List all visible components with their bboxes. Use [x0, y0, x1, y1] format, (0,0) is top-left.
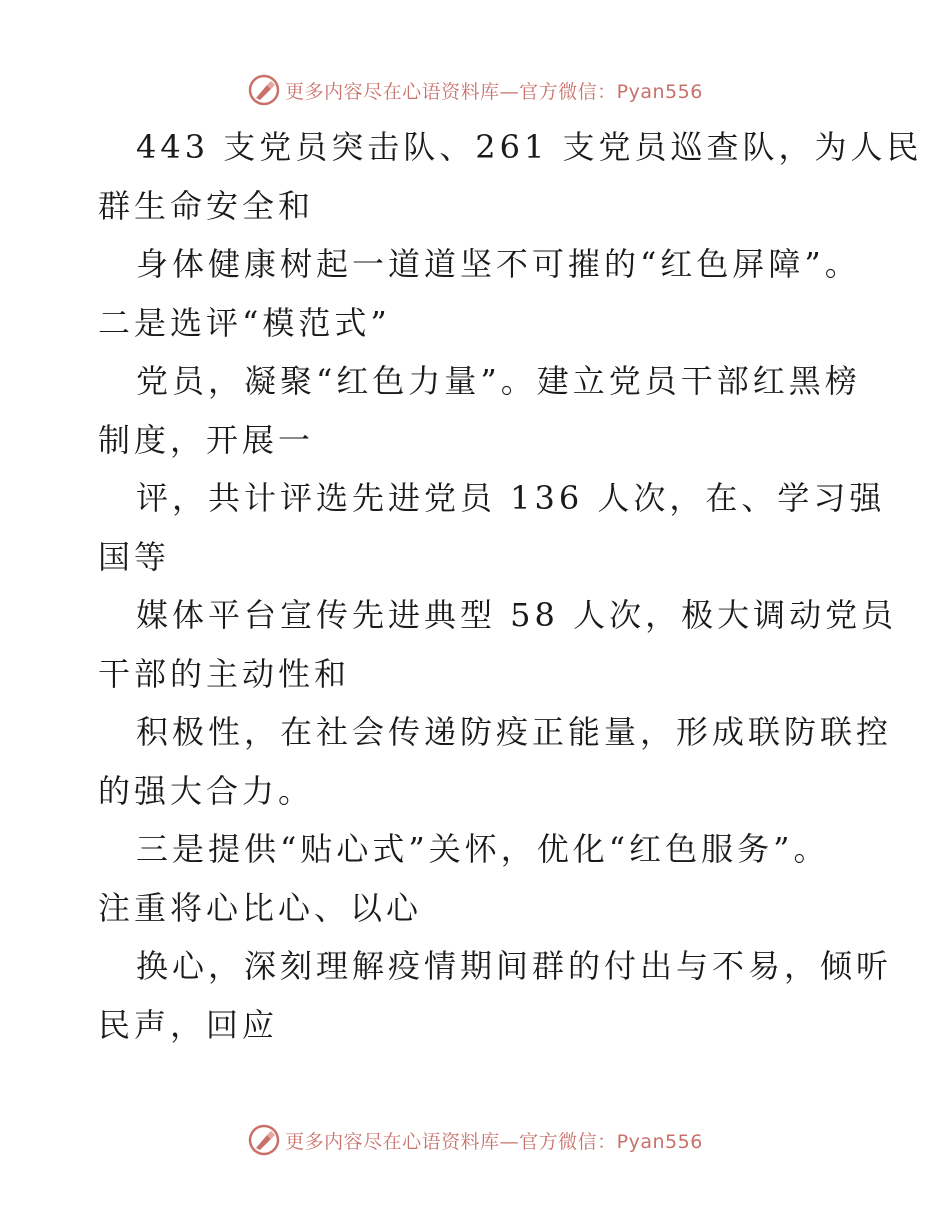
- paragraph-line: 积极性，在社会传递防疫正能量，形成联防联控: [136, 713, 893, 751]
- paragraph-line: 干部的主动性和: [98, 654, 351, 693]
- paragraph-line: 换心，深刻理解疫情期间群的付出与不易，倾听: [136, 947, 893, 985]
- watermark-text: 更多内容尽在心语资料库—官方微信：Pyan556: [285, 1130, 703, 1153]
- watermark-wechat-id: Pyan556: [616, 1130, 703, 1153]
- paragraph-line: 群生命安全和: [98, 186, 315, 225]
- paragraph-line: 注重将心比心、以心: [98, 888, 423, 927]
- paragraph-line: 民声，回应: [98, 1005, 279, 1044]
- header-watermark: [0, 70, 950, 110]
- footer-watermark: [0, 1120, 950, 1160]
- paragraph-line: 身体健康树起一道道坚不可摧的“红色屏障”。: [136, 245, 861, 283]
- paragraph-line: 党员，凝聚“红色力量”。建立党员干部红黑榜: [136, 362, 861, 400]
- paragraph-line: 评，共计评选先进党员 136 人次，在、学习强: [136, 479, 886, 517]
- paragraph-line: 制度，开展一: [98, 420, 315, 459]
- paragraph-line: 国等: [98, 537, 171, 576]
- paragraph-line: 的强大合力。: [98, 771, 315, 810]
- paragraph-line: 二是选评“模范式”: [98, 303, 391, 342]
- watermark-wechat-id: Pyan556: [616, 80, 703, 103]
- document-body: [98, 118, 923, 1054]
- paragraph-line: 媒体平台宣传先进典型 58 人次，极大调动党员: [136, 596, 898, 634]
- paragraph-line: 三是提供“贴心式”关怀，优化“红色服务”。: [136, 830, 830, 868]
- watermark-text: 更多内容尽在心语资料库—官方微信：Pyan556: [285, 80, 703, 103]
- paragraph-line: 443 支党员突击队、261 支党员巡查队，为人民: [136, 128, 923, 166]
- pen-nib-circle-icon: [247, 73, 281, 107]
- pen-nib-circle-icon: [247, 1123, 281, 1157]
